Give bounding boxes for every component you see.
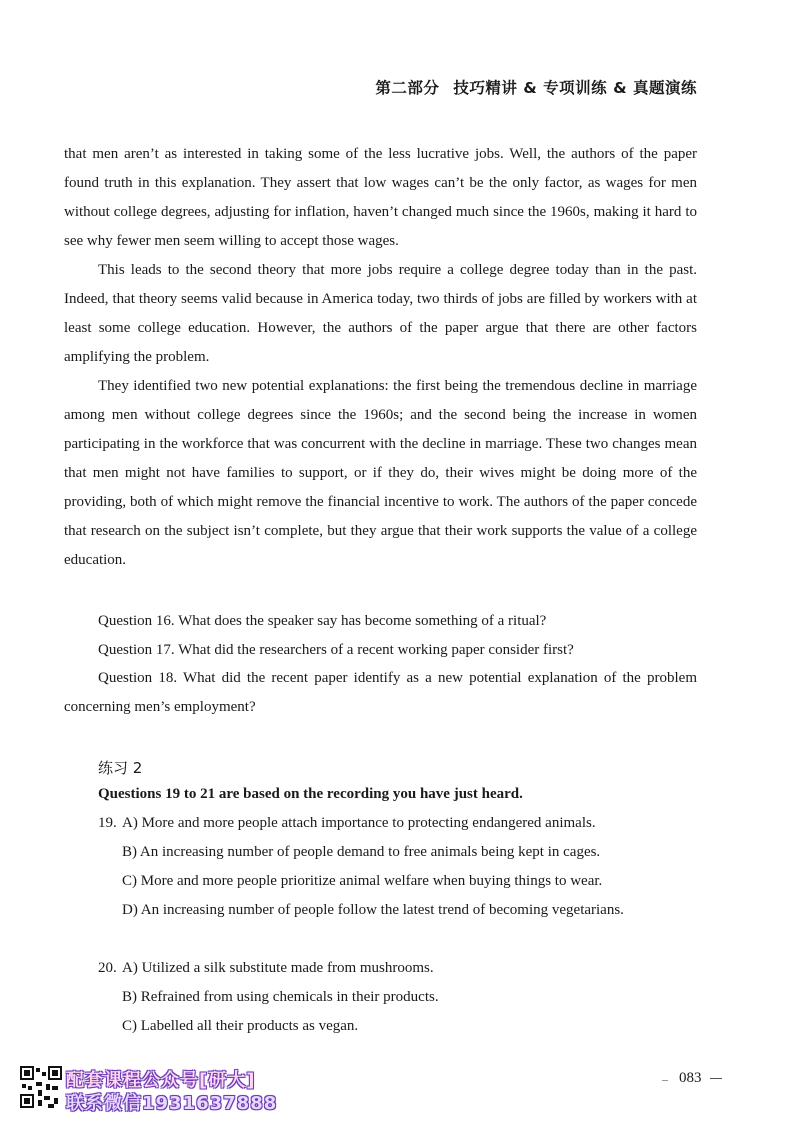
page-number: 083 [679, 1070, 702, 1086]
question-19-number: 19. [98, 815, 117, 831]
q20-option-a: A) Utilized a silk substitute made from mushrooms. [122, 960, 434, 976]
question-17: Question 17. What did the researchers of a recent working paper consider first? [98, 642, 574, 658]
q19-option-a: A) More and more people attach importance to protecting endangered animals. [122, 815, 596, 831]
qr-code-icon [20, 1066, 62, 1108]
header-part: 第二部分 [375, 79, 440, 97]
page-number-tick [662, 1080, 668, 1081]
page-number-dash [710, 1078, 722, 1079]
q20-option-b: B) Refrained from using chemicals in their products. [122, 989, 439, 1005]
q19-option-b: B) An increasing number of people demand to free animals being kept in cages. [122, 844, 601, 860]
watermark-line-1: 配套课程公众号[研大] [66, 1070, 256, 1091]
paragraph-3: They identified two new potential explanations: the first being the tremendous decline in marriage among men without college degrees since the 1960s; and the second being the increase in women participating in the workforce that was concurrent with the decline in marriage. These two changes mean that men might not have families to support, or if they do, their wives might be doing more of the providing, both of which might remove the financial incentive to work. The authors of the paper concede that research on the subject isn’t complete, but they argue that their work supports the value of a college education. [64, 378, 697, 568]
q20-option-c: C) Labelled all their products as vegan. [122, 1018, 359, 1034]
running-header [375, 76, 697, 98]
question-16: Question 16. What does the speaker say has become something of a ritual? [98, 613, 547, 629]
watermark-line-2: 联系微信1931637888 [66, 1093, 278, 1114]
question-20-number: 20. [98, 960, 117, 976]
exercise-title: 练习 2 [98, 759, 143, 777]
question-18: Question 18. What did the recent paper identify as a new potential explanation of the problem concerning men’s employment? [64, 670, 697, 715]
q19-option-c: C) More and more people prioritize animal welfare when buying things to wear. [122, 873, 603, 889]
exercise-instruction: Questions 19 to 21 are based on the recording you have just heard. [98, 786, 523, 802]
paragraph-1: that men aren’t as interested in taking some of the less lucrative jobs. Well, the authors of the paper found truth in this explanation. They assert that low wages can’t be the only factor, as wages for men without college degrees, adjusting for inflation, haven’t changed much since the 1960s, making it hard to see why fewer men seem willing to accept those wages. [64, 146, 697, 249]
header-subtitle: 技巧精讲 & 专项训练 & 真题演练 [453, 79, 697, 97]
paragraph-2: This leads to the second theory that more jobs require a college degree today than in the past. Indeed, that theory seems valid because in America today, two thirds of jobs are filled by workers with at least some college education. However, the authors of the paper argue that there are other factors amplifying the problem. [64, 262, 697, 365]
q19-option-d: D) An increasing number of people follow the latest trend of becoming vegetarians. [122, 902, 624, 918]
